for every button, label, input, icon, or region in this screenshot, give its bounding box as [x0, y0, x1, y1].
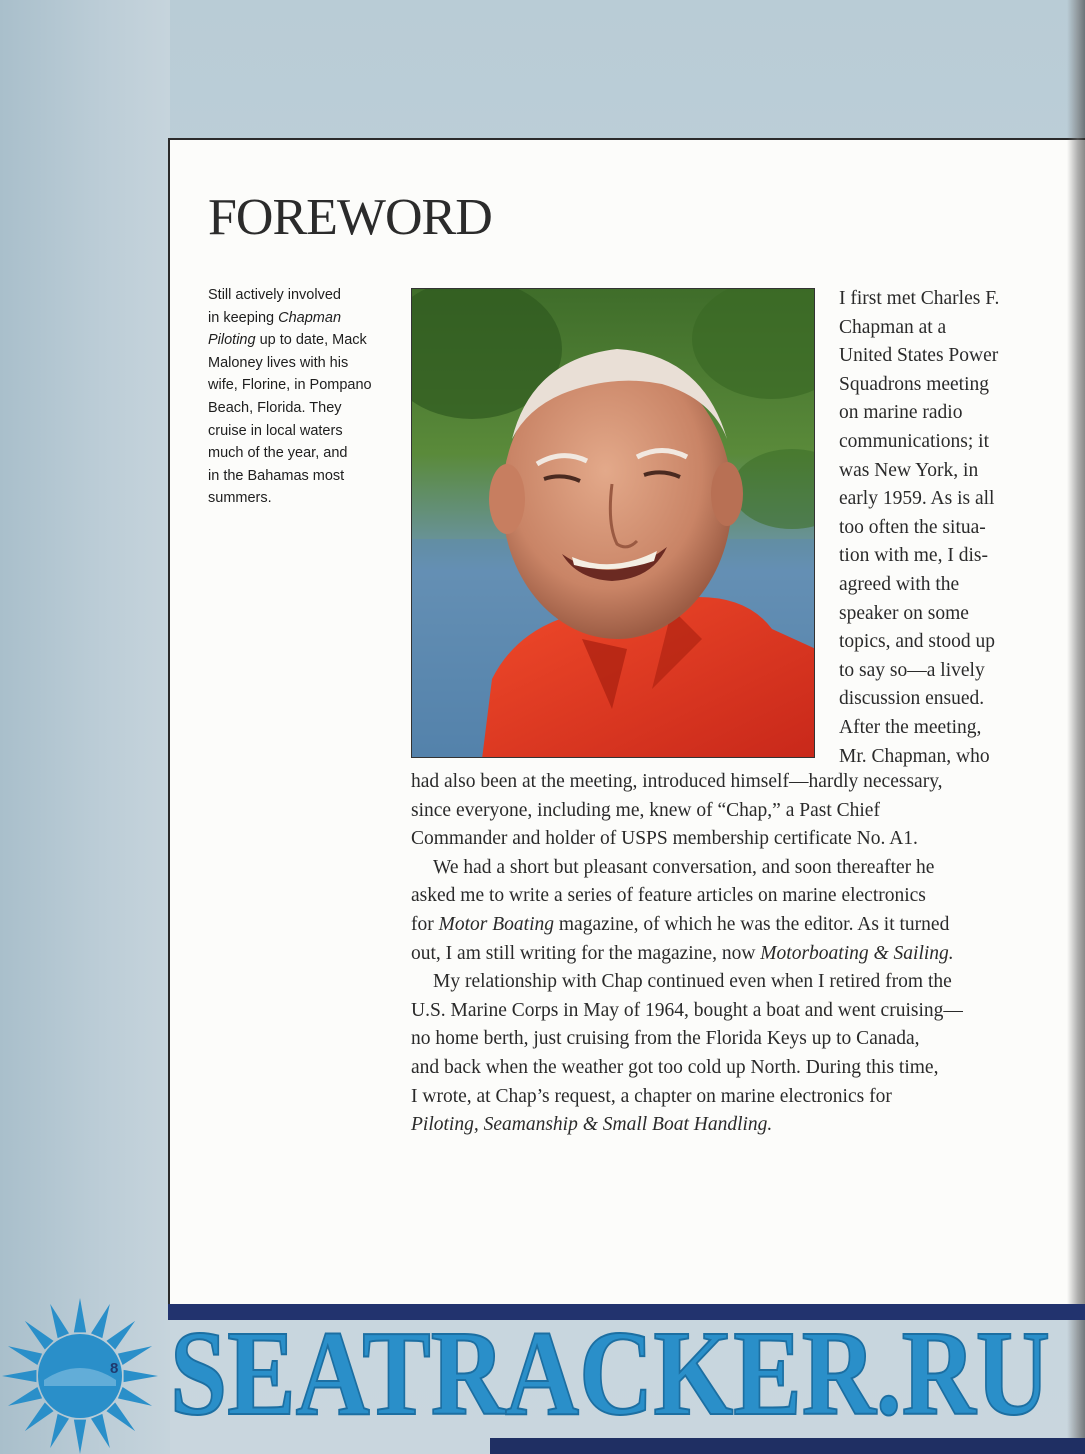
- text-run: much of the year, and: [208, 445, 348, 462]
- intro-line: Chapman at a: [839, 316, 947, 338]
- intro-line: early 1959. As is all: [839, 488, 995, 510]
- text-run: no home berth, just cruising from the Florida Keys up to Canada,: [411, 1028, 920, 1050]
- intro-line: too often the situa-: [839, 516, 986, 538]
- text-run: in keeping: [208, 309, 279, 326]
- caption-line: [208, 352, 398, 375]
- text-run: summers.: [208, 490, 272, 507]
- text-run: Still actively involved: [208, 287, 341, 303]
- watermark-logo: [170, 1310, 1050, 1430]
- text-run: wife, Florine, in Pompano: [208, 377, 372, 394]
- caption-line: [208, 397, 398, 420]
- sun-ray: [91, 1304, 110, 1338]
- sun-logo-icon: [0, 1296, 160, 1454]
- page-number: 8: [110, 1360, 119, 1377]
- page-title: FOREWORD: [208, 189, 492, 246]
- sun-ray: [8, 1387, 42, 1406]
- body-line: [411, 768, 1031, 797]
- text-run: up to date, Mack: [255, 332, 367, 349]
- text-run: since everyone, including me, knew of “Chap,” a Past Chief: [411, 799, 880, 821]
- text-run: My relationship with Chap continued even when I retired from the: [433, 971, 952, 993]
- intro-line: Squadrons meeting: [839, 373, 990, 395]
- sun-ray: [2, 1370, 36, 1382]
- italic-text: Piloting: [208, 332, 256, 349]
- caption-line: [208, 487, 398, 510]
- caption-line: [208, 374, 398, 397]
- body-line: [411, 1054, 1031, 1083]
- body-line: [411, 797, 1031, 826]
- text-run: Commander and holder of USPS membership certificate No. A1.: [411, 828, 918, 850]
- text-run: magazine, of which he was the editor. As it turned: [554, 913, 950, 935]
- text-run: and back when the weather got too cold up North. During this time,: [411, 1056, 939, 1078]
- body-line: [411, 825, 1031, 854]
- intro-line: United States Power: [839, 345, 999, 367]
- intro-line: on marine radio: [839, 402, 963, 424]
- italic-text: Piloting, Seamanship & Small Boat Handling.: [411, 1114, 773, 1136]
- caption-line: [208, 307, 398, 330]
- sun-ray: [50, 1414, 69, 1448]
- photo-caption: [208, 284, 398, 510]
- intro-line: topics, and stood up: [839, 631, 995, 653]
- watermark-text: SEATRACKER.RU: [170, 1310, 1050, 1430]
- caption-line: [208, 465, 398, 488]
- intro-line: communications; it: [839, 430, 990, 452]
- body-line: [411, 882, 1031, 911]
- intro-paragraph: [839, 285, 1039, 771]
- text-run: had also been at the meeting, introduced himself—hardly necessary,: [411, 771, 943, 792]
- sun-ray: [106, 1402, 135, 1431]
- intro-line: agreed with the: [839, 573, 960, 595]
- text-run: cruise in local waters: [208, 422, 343, 439]
- body-paragraphs: [411, 768, 1031, 1140]
- text-run: U.S. Marine Corps in May of 1964, bought a boat and went cruising—: [411, 999, 963, 1021]
- sun-ray: [50, 1304, 69, 1338]
- text-run: out, I am still writing for the magazine, now: [411, 942, 761, 964]
- sun-ray: [118, 1346, 152, 1365]
- text-run: asked me to write a series of feature articles on marine electronics: [411, 885, 926, 907]
- page-gutter-shadow: [1067, 0, 1085, 1454]
- sun-ray: [8, 1346, 42, 1365]
- text-run: We had a short but pleasant conversation, and soon thereafter he: [433, 856, 935, 878]
- body-line: [411, 854, 1031, 883]
- sun-ray: [74, 1420, 86, 1454]
- caption-line: [208, 442, 398, 465]
- body-line: [411, 968, 1031, 997]
- sun-ray: [91, 1414, 110, 1448]
- sun-ray: [25, 1321, 54, 1350]
- intro-line: discussion ensued.: [839, 688, 985, 710]
- body-line: [411, 1083, 1031, 1112]
- caption-line: [208, 329, 398, 352]
- intro-line: to say so—a lively: [839, 659, 985, 681]
- italic-text: Motorboating & Sailing.: [760, 942, 954, 964]
- sun-ray: [25, 1402, 54, 1431]
- text-run: Maloney lives with his: [208, 354, 349, 371]
- italic-text: Chapman: [278, 309, 342, 326]
- caption-line: [208, 420, 398, 443]
- caption-line: [208, 284, 398, 307]
- body-line: [411, 1025, 1031, 1054]
- background-left-shadow: [0, 0, 170, 1454]
- body-line: [411, 997, 1031, 1026]
- intro-line: Mr. Chapman, who: [839, 745, 990, 767]
- sun-ray: [106, 1321, 135, 1350]
- intro-line: I first met Charles F.: [839, 288, 1000, 309]
- text-run: Beach, Florida. They: [208, 399, 342, 416]
- body-line: [411, 1111, 1031, 1140]
- intro-line: was New York, in: [839, 459, 979, 481]
- text-run: I wrote, at Chap’s request, a chapter on marine electronics for: [411, 1085, 892, 1107]
- text-run: in the Bahamas most: [208, 467, 345, 484]
- sun-ray: [74, 1298, 86, 1332]
- sun-ray: [124, 1370, 158, 1382]
- body-line: [411, 911, 1031, 940]
- intro-line: speaker on some: [839, 602, 969, 624]
- intro-line: After the meeting,: [839, 716, 982, 738]
- text-run: for: [411, 913, 439, 935]
- intro-line: tion with me, I dis-: [839, 545, 988, 567]
- italic-text: Motor Boating: [438, 913, 554, 935]
- body-line: [411, 940, 1031, 969]
- footer-accent-bar-lower: [490, 1438, 1085, 1454]
- sun-ray: [118, 1387, 152, 1406]
- portrait-photo: [411, 288, 815, 758]
